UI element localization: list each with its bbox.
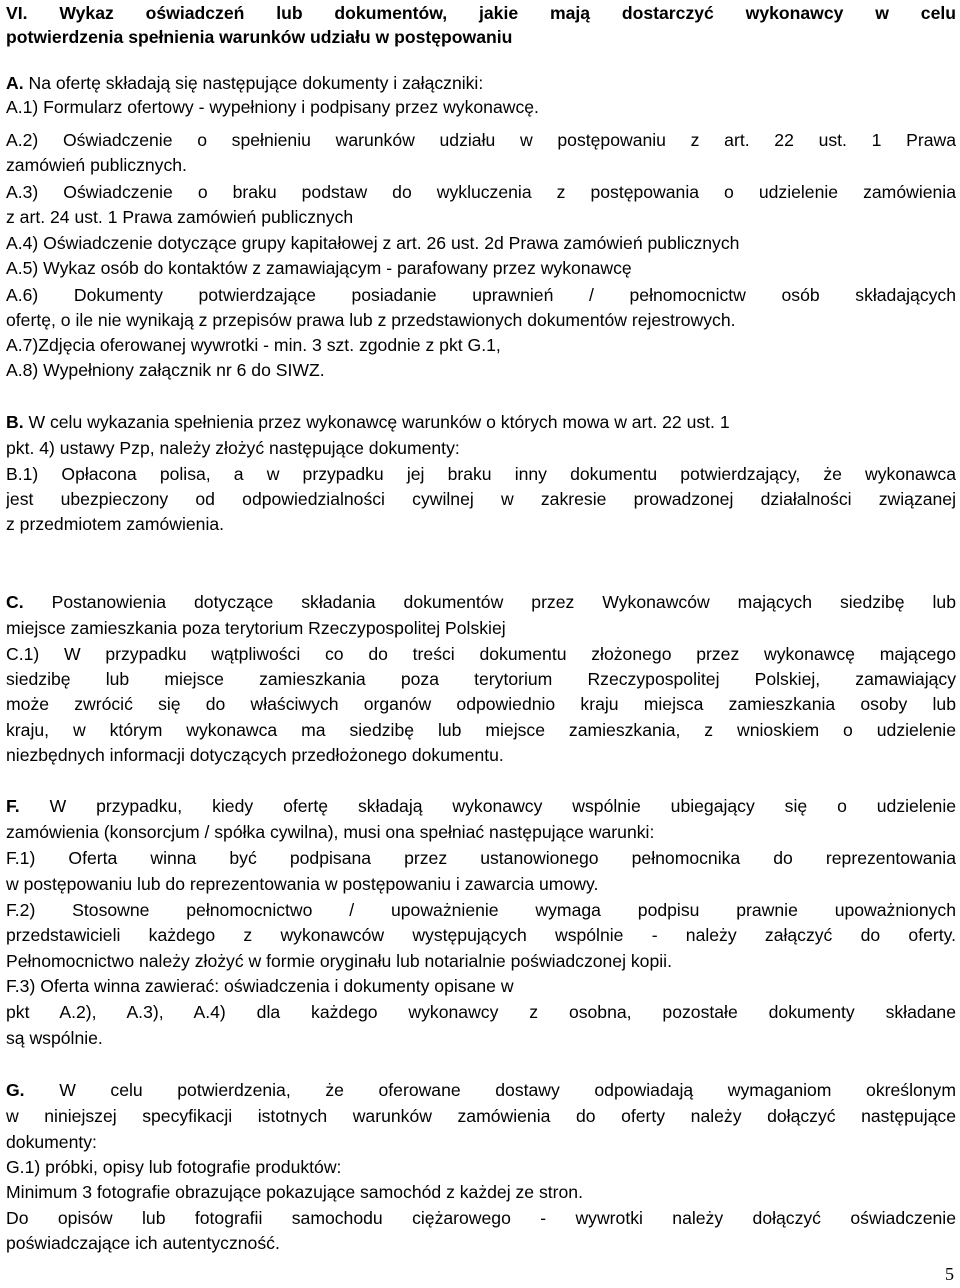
- section-b-intro: [6, 410, 956, 434]
- section-g-item: poświadczające ich autentyczność.: [6, 1233, 280, 1253]
- section-a-item: A.2) Oświadczenie o spełnieniu warunków udziału w postępowaniu z art. 22 ust. 1 Prawa: [6, 130, 956, 150]
- section-b-item: jest ubezpieczony od odpowiedzialności cywilnej w zakresie prowadzonej działalności związanej: [6, 489, 956, 509]
- section-c-item: kraju, w którym wykonawca ma siedzibę lub miejsce zamieszkania, z wnioskiem o udzielenie: [6, 720, 956, 740]
- section-g-item: Minimum 3 fotografie obrazujące pokazujące samochód z każdej ze stron.: [6, 1182, 583, 1202]
- section-b-letter: B.: [6, 412, 24, 432]
- section-a-item: A.6) Dokumenty potwierdzające posiadanie uprawnień / pełnomocnictw osób składających: [6, 285, 956, 305]
- section-a-item: zamówień publicznych.: [6, 155, 187, 175]
- section-f-item: przedstawicieli każdego z wykonawców występujących wspólnie - należy załączyć do oferty.: [6, 925, 956, 945]
- section-b-item: pkt. 4) ustawy Pzp, należy złożyć następujące dokumenty:: [6, 438, 460, 458]
- section-a-item: A.5) Wykaz osób do kontaktów z zamawiającym - parafowany przez wykonawcę: [6, 258, 632, 278]
- section-a-item: A.4) Oświadczenie dotyczące grupy kapitałowej z art. 26 ust. 2d Prawa zamówień publicznych: [6, 233, 740, 253]
- section-g-letter: G.: [6, 1080, 25, 1100]
- section-f-item: F.1) Oferta winna być podpisana przez ustanowionego pełnomocnika do reprezentowania: [6, 848, 956, 868]
- section-a-item: A.3) Oświadczenie o braku podstaw do wykluczenia z postępowania o udzielenie zamówienia: [6, 182, 956, 202]
- section-c-intro-text: Postanowienia dotyczące składania dokumentów przez Wykonawców mających siedzibę lub: [51, 592, 956, 612]
- section-a-letter: A.: [6, 73, 24, 93]
- page-number: 5: [945, 1264, 954, 1284]
- section-g-item: w niniejszej specyfikacji istotnych warunków zamówienia do oferty należy dołączyć następujące: [6, 1106, 956, 1126]
- section-c-intro: [6, 590, 956, 614]
- section-c-item: może zwrócić się do właściwych organów odpowiednio kraju miejsca zamieszkania osoby lub: [6, 694, 956, 714]
- section-c-item: miejsce zamieszkania poza terytorium Rzeczypospolitej Polskiej: [6, 618, 506, 638]
- section-f-item: w postępowaniu lub do reprezentowania w postępowaniu i zawarcia umowy.: [6, 874, 599, 894]
- section-g-intro-text: W celu potwierdzenia, że oferowane dostawy odpowiadają wymaganiom określonym: [59, 1080, 956, 1100]
- section-g-item: dokumenty:: [6, 1132, 97, 1152]
- section-g-intro: [6, 1078, 956, 1102]
- section-a-item: A.8) Wypełniony załącznik nr 6 do SIWZ.: [6, 360, 325, 380]
- section-f-item: pkt A.2), A.3), A.4) dla każdego wykonawcy z osobna, pozostałe dokumenty składane: [6, 1002, 956, 1022]
- section-b-item: z przedmiotem zamówienia.: [6, 514, 225, 534]
- section-g-item: Do opisów lub fotografii samochodu ciężarowego - wywrotki należy dołączyć oświadczenie: [6, 1208, 956, 1228]
- document-heading-line-2: potwierdzenia spełnienia warunków udziału w postępowaniu: [6, 27, 513, 47]
- section-a-item: A.1) Formularz ofertowy - wypełniony i podpisany przez wykonawcę.: [6, 97, 539, 117]
- section-a-item: z art. 24 ust. 1 Prawa zamówień publicznych: [6, 207, 354, 227]
- section-c-item: siedzibę lub miejsce zamieszkania poza terytorium Rzeczypospolitej Polskiej, zamawiający: [6, 669, 956, 689]
- section-a-intro: [6, 71, 956, 95]
- section-c-item: C.1) W przypadku wątpliwości co do treści dokumentu złożonego przez wykonawcę mającego: [6, 644, 956, 664]
- section-a-intro-text: Na ofertę składają się następujące dokumenty i załączniki:: [28, 73, 484, 93]
- section-a-item: ofertę, o ile nie wynikają z przepisów prawa lub z przedstawionych dokumentów rejestrowych.: [6, 310, 736, 330]
- section-c-letter: C.: [6, 592, 24, 612]
- section-c-item: niezbędnych informacji dotyczących przedłożonego dokumentu.: [6, 745, 504, 765]
- section-f-intro-text: W przypadku, kiedy ofertę składają wykonawcy wspólnie ubiegający się o udzielenie: [49, 796, 956, 816]
- section-f-letter: F.: [6, 796, 20, 816]
- section-b-intro-text: W celu wykazania spełnienia przez wykonawcę warunków o których mowa w art. 22 ust. 1: [28, 412, 730, 432]
- section-f-item: F.2) Stosowne pełnomocnictwo / upoważnienie wymaga podpisu prawnie upoważnionych: [6, 900, 956, 920]
- section-f-item: zamówienia (konsorcjum / spółka cywilna), musi ona spełniać następujące warunki:: [6, 822, 655, 842]
- section-a-item: A.7)Zdjęcia oferowanej wywrotki - min. 3 szt. zgodnie z pkt G.1,: [6, 335, 501, 355]
- section-b-item: B.1) Opłacona polisa, a w przypadku jej braku inny dokumentu potwierdzający, że wykonawca: [6, 464, 956, 484]
- section-g-item: G.1) próbki, opisy lub fotografie produktów:: [6, 1157, 342, 1177]
- section-f-item: są wspólnie.: [6, 1028, 103, 1048]
- section-f-item: F.3) Oferta winna zawierać: oświadczenia i dokumenty opisane w: [6, 976, 514, 996]
- section-f-item: Pełnomocnictwo należy złożyć w formie oryginału lub notarialnie poświadczonej kopii.: [6, 951, 672, 971]
- document-heading-line-1: VI. Wykaz oświadczeń lub dokumentów, jakie mają dostarczyć wykonawcy w celu: [6, 3, 956, 23]
- section-f-intro: [6, 794, 956, 818]
